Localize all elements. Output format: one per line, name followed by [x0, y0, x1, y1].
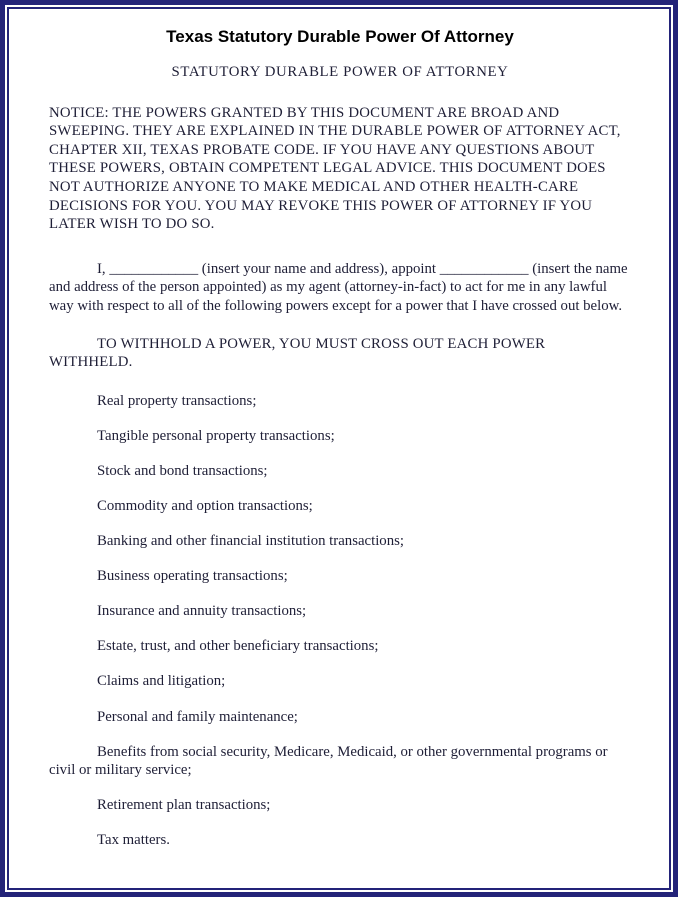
power-item-estate-trust-beneficiary: Estate, trust, and other beneficiary transactions; [97, 638, 379, 655]
notice-paragraph: NOTICE: THE POWERS GRANTED BY THIS DOCUMENT ARE BROAD AND SWEEPING. THEY ARE EXPLAINED IN THE DURABLE POWER OF ATTORNEY ACT, CHAPTER XII, TEXAS PROBATE CODE. IF YOU HAVE ANY QUESTIONS ABOUT THESE POWERS, OBTAIN COMPETENT LEGAL ADVICE. THIS DOCUMENT DOES NOT AUTHORIZE ANYONE TO MAKE MEDICAL AND OTHER HEALTH-CARE DECISIONS FOR YOU. YOU MAY REVOKE THIS POWER OF ATTORNEY IF YOU LATER WISH TO DO SO. [49, 104, 621, 233]
page-title: Texas Statutory Durable Power Of Attorney [166, 27, 514, 46]
power-item-insurance-annuity: Insurance and annuity transactions; [97, 603, 307, 620]
power-item-banking: Banking and other financial institution transactions; [97, 533, 404, 550]
appointment-paragraph: I, ____________ (insert your name and address), appoint ____________ (insert the name and address of the person appointed) as my agent (attorney-in-fact) to act for me in any lawful way with respect to all of the following powers except for a power that I have crossed out below. [49, 260, 628, 314]
power-item-tangible-personal-property: Tangible personal property transactions; [97, 427, 335, 444]
document-page [7, 7, 671, 890]
power-item-personal-family-maintenance: Personal and family maintenance; [97, 708, 298, 725]
power-item-stock-and-bond: Stock and bond transactions; [97, 462, 268, 479]
document-subtitle: STATUTORY DURABLE POWER OF ATTORNEY [171, 64, 509, 80]
power-item-commodity-and-option: Commodity and option transactions; [97, 498, 313, 514]
power-item-real-property: Real property transactions; [97, 392, 257, 409]
power-item-government-benefits: Benefits from social security, Medicare, Medicaid, or other governmental programs or civil or military service; [49, 743, 608, 779]
power-item-business-operating: Business operating transactions; [97, 568, 288, 585]
power-item-claims-litigation: Claims and litigation; [97, 673, 226, 690]
power-item-tax-matters: Tax matters. [97, 832, 170, 849]
power-item-retirement-plan: Retirement plan transactions; [97, 797, 271, 814]
withhold-instruction: TO WITHHOLD A POWER, YOU MUST CROSS OUT EACH POWER WITHHELD. [49, 335, 546, 371]
